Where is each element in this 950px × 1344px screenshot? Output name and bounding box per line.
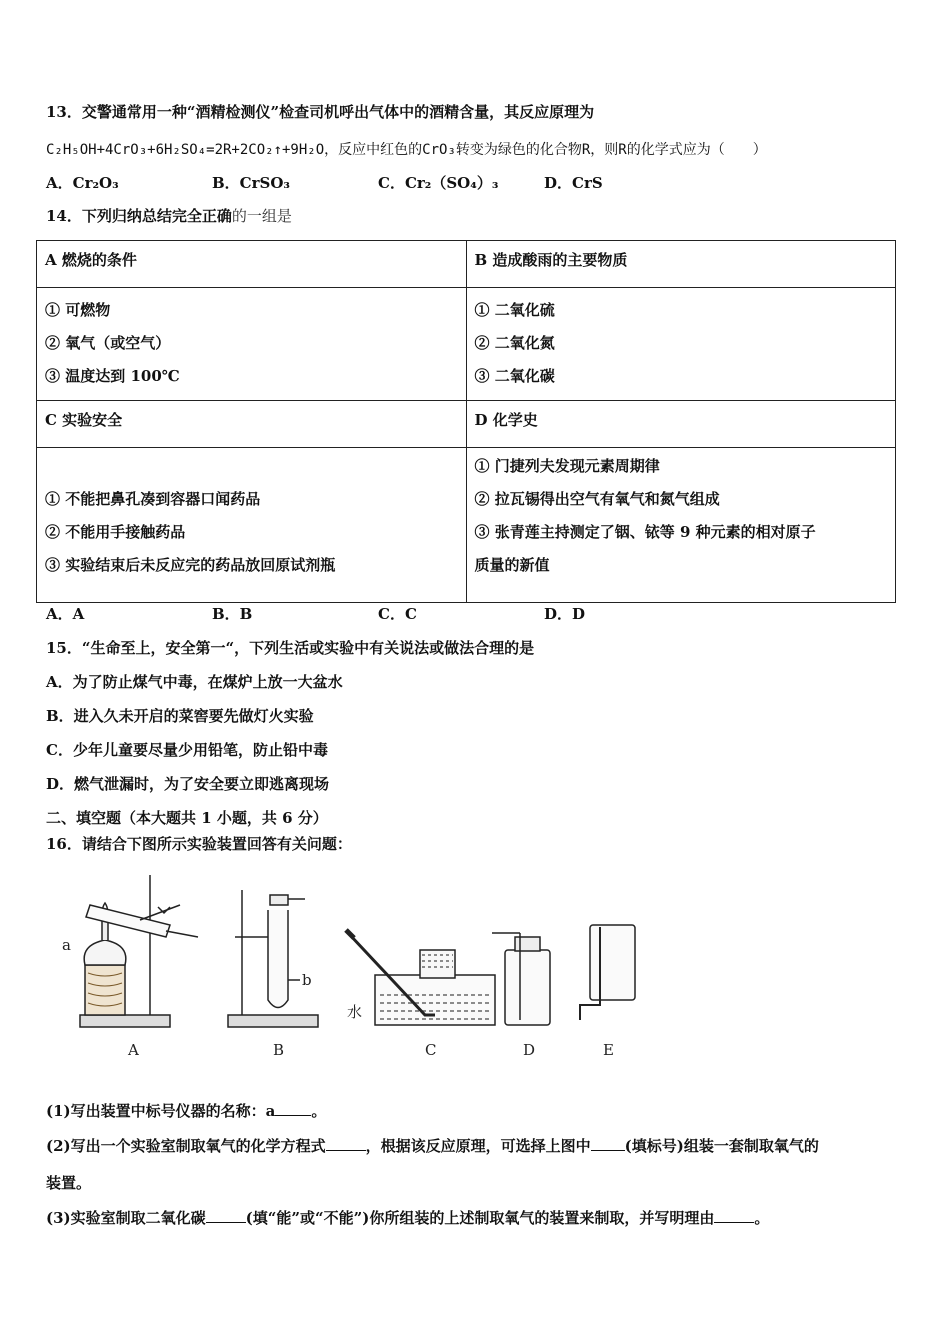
label-b: b bbox=[302, 971, 312, 989]
apparatus-c bbox=[346, 930, 495, 1025]
q16-part2-text: (2)写出一个实验室制取氧气的化学方程式 bbox=[46, 1137, 326, 1155]
label-a: a bbox=[62, 936, 71, 954]
q13-option-d[interactable]: D．CrS bbox=[544, 174, 603, 192]
q15-option-c[interactable]: C．少年儿童要尽量少用铅笔，防止铅中毒 bbox=[46, 741, 328, 759]
q13-options bbox=[46, 173, 710, 193]
q13-equation: C₂H₅OH+4CrO₃+6H₂SO₄=2R+2CO₂↑+9H₂O，反应中红色的CrO₃转变为绿色的化合物R，则R的化学式应为（ ） bbox=[46, 142, 767, 158]
cell-d-items bbox=[466, 448, 896, 603]
q16-part3 bbox=[46, 1208, 769, 1228]
list-item: ① 可燃物 bbox=[45, 301, 111, 319]
q13-option-c[interactable]: C．Cr₂（SO₄）₃ bbox=[378, 174, 499, 192]
label-C: C bbox=[425, 1041, 437, 1059]
apparatus-a bbox=[80, 875, 198, 1027]
cell-b-items bbox=[466, 288, 896, 401]
q14-option-d[interactable]: D．D bbox=[544, 605, 586, 623]
answer-blank-equation[interactable] bbox=[326, 1136, 366, 1151]
q14-option-b[interactable]: B．B bbox=[212, 605, 253, 623]
q13-option-b[interactable]: B．CrSO₃ bbox=[212, 174, 290, 192]
q16-part3-end: 。 bbox=[754, 1209, 770, 1227]
q16-part3-mid: (填“能”或“不能”)你所组装的上述制取氧气的装置来制取，并写明理由 bbox=[245, 1209, 715, 1227]
label-water: 水 bbox=[347, 1003, 363, 1021]
q15-option-d[interactable]: D．燃气泄漏时，为了安全要立即逃离现场 bbox=[46, 775, 330, 793]
q14-stem-light: 的一组是 bbox=[231, 207, 292, 225]
list-item: ③ 温度达到 100℃ bbox=[45, 367, 180, 385]
q16-part1-end: 。 bbox=[311, 1102, 327, 1120]
answer-blank-label[interactable] bbox=[591, 1136, 625, 1151]
list-item: 质量的新值 bbox=[474, 556, 550, 574]
q13-stem: 13．交警通常用一种“酒精检测仪”检查司机呼出气体中的酒精含量，其反应原理为 bbox=[46, 103, 595, 121]
list-item: ② 二氧化氮 bbox=[474, 334, 555, 352]
cell-d-head: D 化学史 bbox=[466, 401, 896, 448]
q16-part1-text: (1)写出装置中标号仪器的名称：a bbox=[46, 1102, 276, 1120]
cell-c-items bbox=[37, 448, 467, 603]
label-B: B bbox=[273, 1041, 285, 1059]
list-item: ② 拉瓦锡得出空气有氧气和氮气组成 bbox=[474, 490, 720, 508]
q15-option-a[interactable]: A．为了防止煤气中毒，在煤炉上放一大盆水 bbox=[46, 673, 343, 691]
cell-c-head: C 实验安全 bbox=[37, 401, 467, 448]
q14-options bbox=[46, 604, 710, 624]
list-item: ② 不能用手接触药品 bbox=[45, 522, 186, 541]
cell-a-head: A 燃烧的条件 bbox=[37, 241, 467, 288]
q14-option-a[interactable]: A．A bbox=[46, 605, 85, 623]
q16-part2 bbox=[46, 1136, 819, 1156]
q14-stem bbox=[46, 206, 292, 226]
list-item: ① 二氧化硫 bbox=[474, 301, 555, 319]
q15-stem: 15．“生命至上，安全第一“，下列生活或实验中有关说法或做法合理的是 bbox=[46, 639, 535, 657]
answer-blank-a[interactable] bbox=[275, 1101, 311, 1116]
cell-b-head: B 造成酸雨的主要物质 bbox=[466, 241, 896, 288]
apparatus-d bbox=[492, 933, 550, 1025]
list-item: ③ 实验结束后未反应完的药品放回原试剂瓶 bbox=[45, 555, 336, 574]
q16-part1 bbox=[46, 1101, 326, 1121]
answer-blank-reason[interactable] bbox=[714, 1208, 754, 1223]
list-item: ③ 二氧化碳 bbox=[474, 367, 555, 385]
section-heading: 二、填空题（本大题共 1 小题，共 6 分） bbox=[46, 809, 328, 827]
label-A: A bbox=[128, 1041, 139, 1059]
list-item: ① 不能把鼻孔凑到容器口闻药品 bbox=[45, 489, 261, 508]
apparatus-b bbox=[228, 890, 318, 1027]
list-item: ③ 张青莲主持测定了铟、铱等 9 种元素的相对原子 bbox=[474, 523, 816, 541]
q14-stem-bold: 14．下列归纳总结完全正确 bbox=[46, 207, 232, 225]
answer-blank-can[interactable] bbox=[206, 1208, 246, 1223]
q14-option-c[interactable]: C．C bbox=[378, 605, 417, 623]
q16-part2-mid: ，根据该反应原理，可选择上图中 bbox=[365, 1137, 591, 1155]
label-D: D bbox=[523, 1041, 536, 1059]
q16-part2-cont: 装置。 bbox=[46, 1174, 92, 1192]
q16-part2-end: (填标号)组装一套制取氧气的 bbox=[624, 1137, 819, 1155]
label-E: E bbox=[603, 1041, 614, 1059]
q16-stem: 16．请结合下图所示实验装置回答有关问题： bbox=[46, 835, 352, 853]
list-item: ② 氧气（或空气） bbox=[45, 334, 171, 352]
apparatus-e bbox=[580, 925, 635, 1020]
q13-option-a[interactable]: A．Cr₂O₃ bbox=[46, 174, 119, 192]
apparatus-figure bbox=[50, 865, 650, 1065]
cell-a-items bbox=[37, 288, 467, 401]
list-item: ① 门捷列夫发现元素周期律 bbox=[474, 457, 660, 475]
q14-table bbox=[36, 240, 896, 603]
q16-part3-text: (3)实验室制取二氧化碳 bbox=[46, 1209, 206, 1227]
q15-option-b[interactable]: B．进入久未开启的菜窖要先做灯火实验 bbox=[46, 707, 314, 725]
